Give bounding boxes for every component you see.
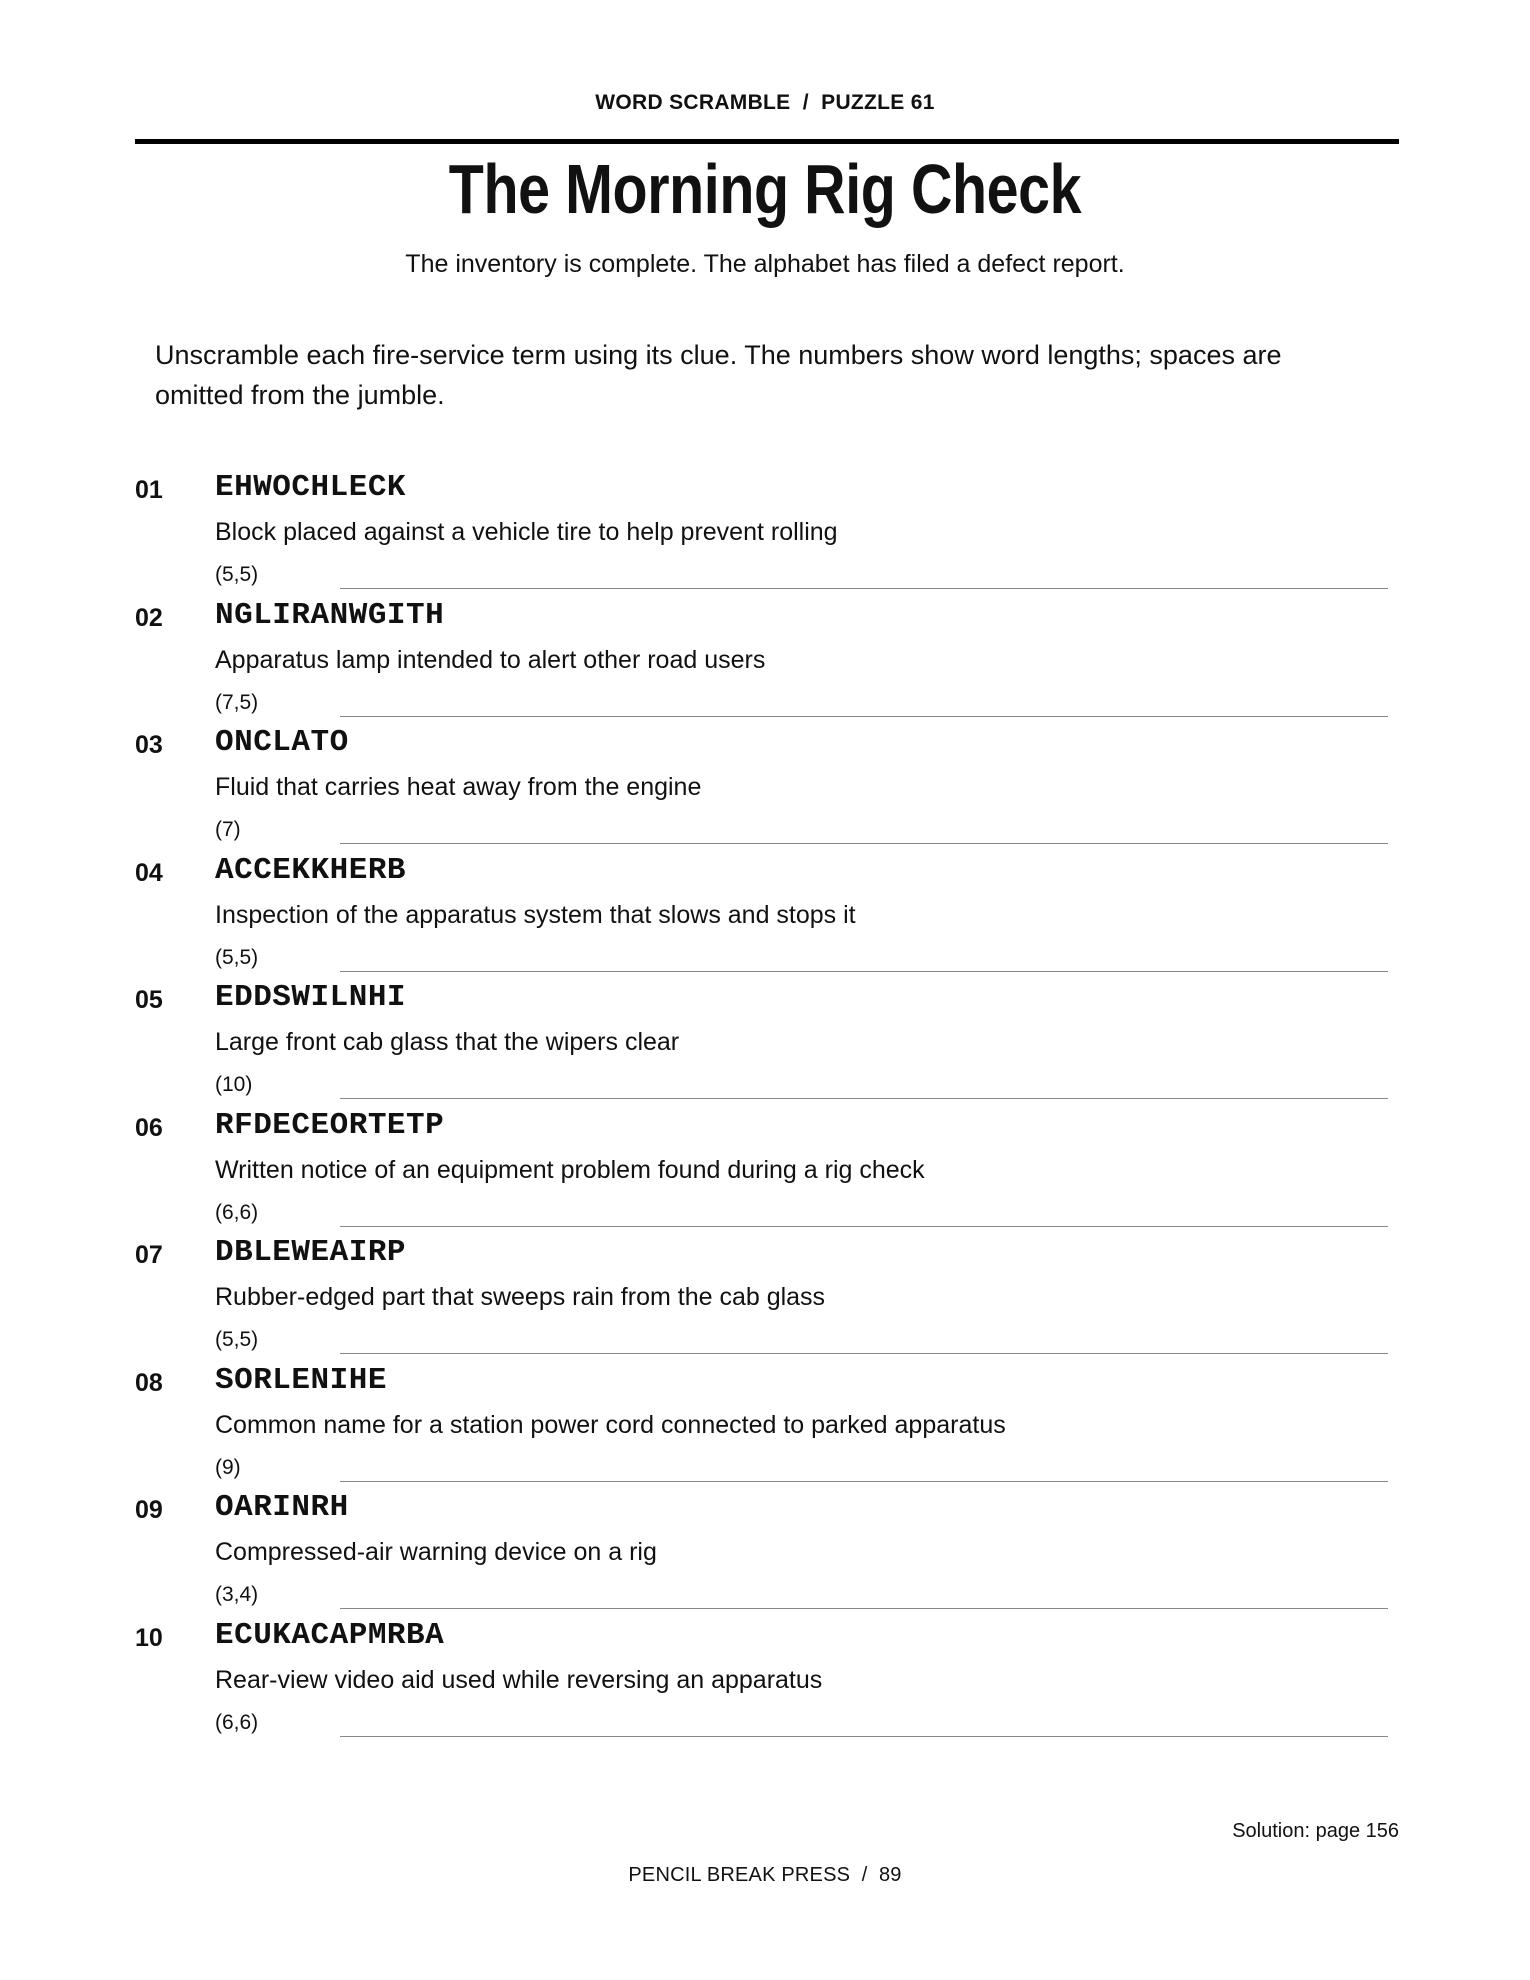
- entry: [0, 845, 1530, 973]
- entry: [0, 1100, 1530, 1228]
- word-lengths: (5,5): [215, 563, 259, 586]
- jumbled-word: EHWOCHLECK: [215, 470, 407, 505]
- jumbled-word: SORLENIHE: [215, 1362, 387, 1398]
- entry-number: 06: [135, 1113, 163, 1142]
- entry-number: 10: [135, 1623, 163, 1652]
- entry-number: 02: [135, 603, 163, 632]
- entry-number: 04: [135, 858, 163, 887]
- clue-text: Inspection of the apparatus system that slows and stops it: [215, 900, 856, 929]
- jumbled-word: ECUKACAPMRBA: [215, 1617, 445, 1653]
- answer-line[interactable]: [340, 1736, 1388, 1737]
- entry-list: [0, 462, 1530, 1737]
- jumbled-word: ACCEKKHERB: [215, 852, 407, 888]
- entry: [0, 1482, 1530, 1610]
- entry-number: 05: [135, 986, 163, 1014]
- word-lengths: (9): [215, 1455, 241, 1479]
- instructions: Unscramble each fire-service term using its clue. The numbers show word lengths; spaces are omitted from the jumble.: [155, 340, 1282, 410]
- entry: [0, 1227, 1530, 1355]
- word-lengths: (5,5): [215, 945, 259, 969]
- page-title: The Morning Rig Check: [448, 150, 1082, 228]
- page-subtitle: The inventory is complete. The alphabet has filed a defect report.: [405, 250, 1125, 278]
- word-lengths: (5,5): [215, 1328, 259, 1351]
- entry-number: 09: [135, 1496, 163, 1524]
- entry-number: 01: [135, 476, 163, 504]
- entry-number: 07: [135, 1241, 163, 1269]
- clue-text: Fluid that carries heat away from the engine: [215, 773, 702, 801]
- solution-reference: Solution: page 156: [1232, 1820, 1399, 1842]
- clue-text: Written notice of an equipment problem found during a rig check: [215, 1155, 925, 1184]
- entry: [0, 972, 1530, 1100]
- entry: [0, 1355, 1530, 1483]
- clue-text: Block placed against a vehicle tire to help prevent rolling: [215, 518, 838, 546]
- word-lengths: (7,5): [215, 690, 259, 714]
- running-head: WORD SCRAMBLE / PUZZLE 61: [595, 91, 935, 114]
- page-folio: PENCIL BREAK PRESS / 89: [628, 1864, 902, 1886]
- jumbled-word: OARINRH: [215, 1490, 349, 1525]
- word-lengths: (6,6): [215, 1200, 259, 1224]
- clue-text: Large front cab glass that the wipers clear: [215, 1028, 680, 1056]
- entry: [0, 462, 1530, 590]
- jumbled-word: NGLIRANWGITH: [215, 597, 445, 633]
- entry: [0, 717, 1530, 845]
- entry: [0, 1610, 1530, 1738]
- clue-text: Compressed-air warning device on a rig: [215, 1538, 657, 1566]
- clue-text: Apparatus lamp intended to alert other road users: [215, 645, 766, 674]
- jumbled-word: DBLEWEAIRP: [215, 1235, 407, 1270]
- clue-text: Rear-view video aid used while reversing an apparatus: [215, 1665, 823, 1694]
- jumbled-word: EDDSWILNHI: [215, 980, 407, 1015]
- entry-number: 03: [135, 731, 163, 759]
- entry-number: 08: [135, 1368, 163, 1397]
- word-lengths: (7): [215, 818, 241, 841]
- jumbled-word: ONCLATO: [215, 725, 349, 760]
- jumbled-word: RFDECEORTETP: [215, 1107, 445, 1143]
- entry: [0, 590, 1530, 718]
- word-lengths: (6,6): [215, 1710, 259, 1734]
- clue-text: Common name for a station power cord connected to parked apparatus: [215, 1410, 1006, 1439]
- header-rule: [135, 139, 1399, 144]
- clue-text: Rubber-edged part that sweeps rain from the cab glass: [215, 1283, 826, 1311]
- word-lengths: (10): [215, 1073, 253, 1096]
- word-lengths: (3,4): [215, 1583, 259, 1606]
